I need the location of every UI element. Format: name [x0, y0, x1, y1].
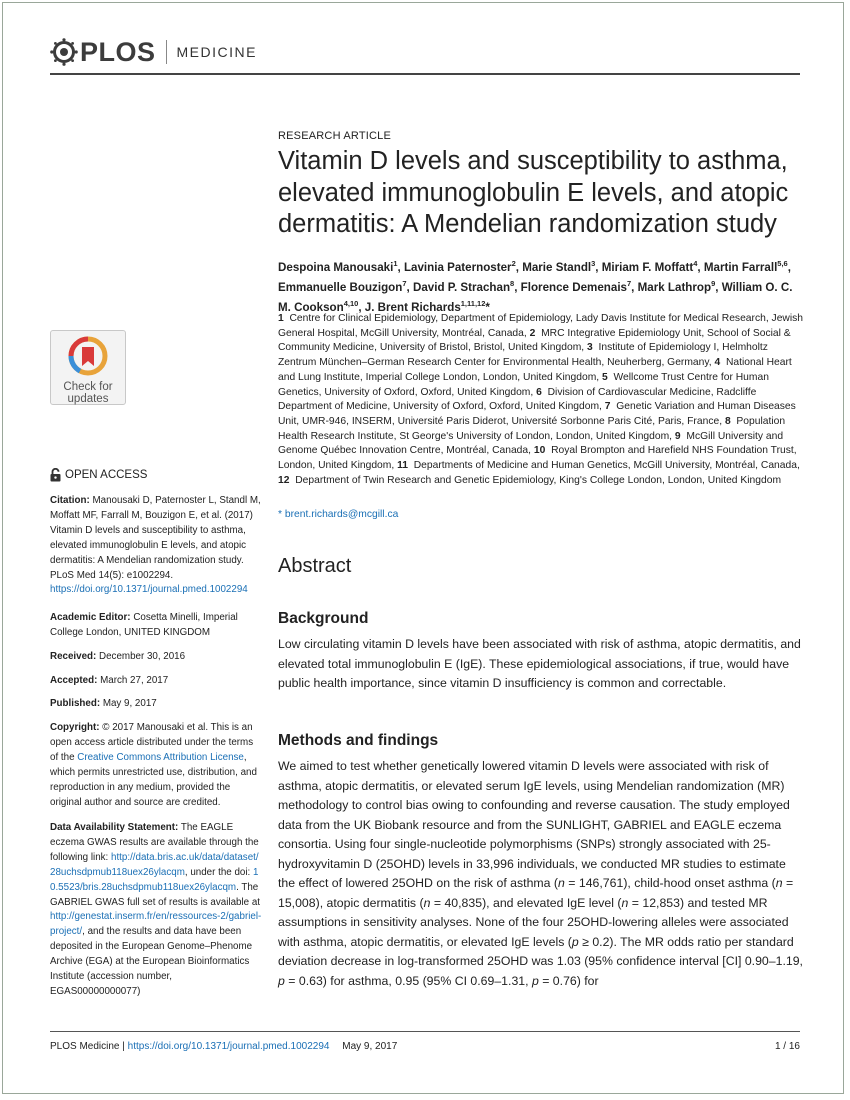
affiliation-text: Institute of Epidemiology I, Helmholtz Zentrum München–German Research Center for Environmental Health, Neuherberg, Germany,: [278, 342, 768, 369]
affiliation-number: 5: [602, 371, 608, 383]
methods-text: = 0.63) for asthma, 0.95 (95% CI 0.69–1.31,: [284, 973, 532, 988]
copyright-label: Copyright:: [50, 722, 100, 733]
citation-block: [50, 494, 262, 598]
affiliation-number: 3: [587, 342, 593, 354]
license-link[interactable]: Creative Commons Attribution License: [77, 751, 244, 763]
corresponding-email-link[interactable]: * brent.richards@mcgill.ca: [278, 509, 399, 520]
accepted-block: [50, 674, 262, 689]
editor-label: Academic Editor:: [50, 612, 131, 623]
author-name: Lavinia Paternoster: [403, 260, 512, 274]
background-heading: Background: [278, 610, 369, 627]
received-label: Received:: [50, 651, 97, 662]
author-affiliation-ref: 9: [711, 278, 716, 288]
header-rule: [50, 73, 800, 75]
author-affiliation-ref: 2: [511, 259, 516, 268]
plos-logo-icon: [50, 38, 78, 66]
affiliation-number: 1: [278, 313, 284, 324]
italic-variable: n: [558, 876, 565, 890]
data-text-3: . The GABRIEL GWAS full set of results is available at: [50, 881, 260, 908]
italic-variable: p: [531, 973, 539, 988]
citation-doi-link[interactable]: https://doi.org/10.1371/journal.pmed.1002294: [50, 584, 248, 596]
methods-text: = 15,008), atopic dermatitis (: [278, 876, 794, 910]
published-block: [50, 697, 262, 712]
affiliation-number: 10: [533, 445, 546, 457]
author-affiliation-ref: 1,11,12: [460, 298, 486, 308]
background-paragraph: Low circulating vitamin D levels have been associated with risk of asthma, atopic dermatitis, and elevated total immunoglobulin E (IgE). These epidemiological associations, if true, would have public health importance, since vitamin D insufficiency is common and correctable.: [278, 637, 801, 690]
affiliation-number: 2: [529, 327, 536, 339]
received-block: [50, 650, 262, 665]
affiliation-text: Genetic Variation and Human Diseases Unit, UMR-946, INSERM, Université Paris Diderot, Université Sorbonne Paris Cité, Paris, France,: [278, 401, 796, 427]
methods-text: We aimed to test whether genetically lowered vitamin D levels were associated with risk of asthma, atopic dermatitis, or elevated serum IgE levels, using Mendelian randomization (MR) methodology to control bias owing to confounding and reverse causation. The study employed data from the UK Biobank resource and from the SUNLIGHT, GABRIEL and EAGLE eczema consortia. Using four single-nucleotide polymorphisms (SNPs) strongly associated with 25-hydroxyvitamin D (25OHD) levels in 33,996 individuals, we conducted MR studies to estimate the effect of lowered 25OHD on the risk of asthma (: [278, 759, 790, 890]
open-lock-icon: [50, 468, 61, 482]
footer-doi-link[interactable]: https://doi.org/10.1371/journal.pmed.1002294: [127, 1041, 330, 1052]
copyright-block: [50, 721, 262, 810]
journal-name: MEDICINE: [176, 44, 257, 60]
affiliation-text: Department of Twin Research and Genetic Epidemiology, King's College London, London, United Kingdom: [295, 474, 782, 486]
affiliation-number: 7: [604, 401, 611, 413]
author-name: Florence Demenais: [520, 280, 627, 294]
footer-citation: [50, 1041, 397, 1052]
copyright-text-end: , which permits unrestricted use, distribution, and reproduction in any medium, provided the original author and source are credited.: [50, 751, 257, 808]
authors-container: Despoina Manousaki$^1$, Lavinia Paternoster$^2$, Marie Standl$^3$, Miriam F. Moffatt$^4$, Martin Farrall$^{5,6}$, Emmanuelle Bouzigon$^7$, David P. Strachan$^8$, Florence Demenais$^7$, Mark Lathrop$^9$, William O. C. M. Cookson$^{4,10}$, J. Brent Richards$^{1,11,12}$: [278, 259, 793, 314]
affiliation-text: Departments of Medicine and Human Genetics, McGill University, Montréal, Canada,: [413, 460, 800, 472]
author-affiliation-ref: 5,6: [777, 259, 788, 268]
published-label: Published:: [50, 698, 101, 709]
eagle-doi-link[interactable]: 10.5523/bris.28uchsdpmub118uex26ylacqm: [50, 866, 259, 893]
methods-text: ≥ 0.2). The MR odds ratio per standard deviation decrease in log-transformed 25OHD was 1.03 (95% confidence interval [CI] 0.90–1.19,: [278, 934, 803, 968]
author-affiliation-ref: 1: [393, 259, 398, 268]
affiliation-number: 11: [397, 460, 408, 472]
affiliation-text: Royal Brompton and Harefield NHS Foundation Trust, London, United Kingdom,: [278, 445, 797, 472]
italic-variable: n: [621, 895, 629, 910]
methods-paragraph: [278, 757, 803, 991]
author-name: Emmanuelle Bouzigon: [278, 280, 403, 294]
badge-line-1: Check for: [63, 381, 113, 393]
author-affiliation-ref: 7: [627, 278, 632, 288]
eagle-data-link[interactable]: http://data.bris.ac.uk/data/dataset/28uchsdpmub118uex26ylacqm: [50, 851, 259, 878]
author-affiliation-ref: 8: [510, 278, 515, 288]
logo-divider: [166, 40, 167, 64]
affiliation-number: 6: [536, 386, 542, 398]
methods-text: = 0.76) for: [538, 973, 599, 988]
accepted-label: Accepted:: [50, 675, 98, 686]
data-availability-block: [50, 821, 262, 1000]
methods-text: = 146,761), child-hood onset asthma (: [564, 876, 776, 890]
crossmark-icon: [68, 336, 108, 376]
author-list: [278, 256, 803, 316]
methods-text: = 12,853) and tested MR assumptions in sensitivity analyses. None of the four 25OHD-lowering alleles were associated with asthma, atopic dermatitis, or elevated IgE levels (: [278, 895, 789, 949]
open-access-label: OPEN ACCESS: [65, 469, 148, 481]
author-name: Mark Lathrop: [637, 280, 712, 294]
badge-line-2: updates: [67, 393, 109, 405]
affiliation-text: McGill University and Genome Québec Innovation Centre, Montréal, Canada,: [278, 430, 784, 457]
data-availability-label: Data Availability Statement:: [50, 822, 179, 833]
author-name: Despoina Manousaki: [278, 260, 394, 274]
article-title: Vitamin D levels and susceptibility to asthma, elevated immunoglobulin E levels, and atopic dermatitis: A Mendelian randomization study: [278, 147, 789, 238]
citation-label: Citation:: [50, 495, 90, 506]
data-text-1: The EAGLE eczema GWAS results are available through the following link:: [50, 822, 259, 863]
open-access: [50, 468, 147, 482]
author-name: J. Brent Richards: [364, 300, 461, 314]
plos-logo[interactable]: [50, 37, 257, 67]
italic-variable: n: [775, 876, 783, 890]
check-for-updates-badge[interactable]: [50, 330, 126, 405]
italic-variable: p: [278, 973, 285, 988]
author-affiliation-ref: 4: [693, 259, 698, 268]
affiliation-number: 4: [714, 357, 721, 369]
editor-text: Cosetta Minelli, Imperial College London, UNITED KINGDOM: [50, 612, 238, 638]
footer-rule: [50, 1031, 800, 1032]
affiliation-text: MRC Integrative Epidemiology Unit, School of Social & Community Medicine, University of Bristol, Bristol, United Kingdom,: [278, 327, 791, 354]
author-name: David P. Strachan: [412, 280, 511, 294]
author-name: Marie Standl: [522, 260, 592, 274]
affiliation-number: 12: [278, 474, 290, 486]
footer-journal: PLOS Medicine |: [50, 1041, 128, 1052]
footer-date: May 9, 2017: [342, 1041, 398, 1052]
affiliation-text: Division of Cardiovascular Medicine, Radcliffe Department of Medicine, University of Oxford, Oxford, United Kingdom,: [278, 386, 757, 413]
affiliation-text: Centre for Clinical Epidemiology, Department of Epidemiology, Lady Davis Institute for Medical Research, Jewish General Hospital, McGill University, Montréal, Canada,: [278, 313, 804, 339]
accepted-date: March 27, 2017: [100, 675, 169, 686]
page-number: 1 / 16: [774, 1041, 800, 1052]
affiliation-number: 8: [724, 415, 731, 427]
data-text-2: , under the doi:: [184, 866, 251, 878]
methods-text: = 40,835), and elevated IgE level (: [430, 895, 622, 910]
affiliation-number: 9: [674, 430, 681, 442]
citation-text: Manousaki D, Paternoster L, Standl M, Moffatt MF, Farrall M, Bouzigon E, et al. (2017) Vitamin D levels and susceptibility to asthma, elevated immunoglobulin E levels, and atopic dermatitis: A Mendelian randomization study. PLoS Med 14(5): e1002294.: [50, 495, 261, 581]
data-text-4: , and the results and data have been deposited in the European Genome–Phenome Archive (EGA) at the European Bioinformatics Institute (accession number, EGAS00000000077): [50, 926, 253, 997]
affiliations: [278, 312, 803, 488]
author-affiliation-ref: 7: [402, 278, 407, 288]
article-type: RESEARCH ARTICLE: [278, 130, 392, 142]
received-date: December 30, 2016: [99, 651, 186, 662]
affiliation-text: National Heart and Lung Institute, Imperial College London, London, United Kingdom,: [278, 357, 792, 383]
italic-variable: p: [571, 934, 579, 949]
published-date: May 9, 2017: [102, 698, 157, 709]
affiliation-text: Population Health Research Institute, St George's University of London, London, United Kingdom,: [278, 415, 786, 442]
author-name: Martin Farrall: [703, 260, 778, 274]
author-affiliation-ref: 3: [591, 259, 596, 268]
author-affiliation-ref: 4,10: [343, 298, 359, 308]
affiliation-text: Wellcome Trust Centre for Human Genetics, University of Oxford, Oxford, United Kingdom,: [278, 371, 769, 398]
gabriel-data-link[interactable]: http://genestat.inserm.fr/en/ressources-2/gabriel-project/: [50, 911, 262, 938]
copyright-text: © 2017 Manousaki et al. This is an open access article distributed under the terms of the: [50, 722, 254, 763]
academic-editor-block: [50, 611, 262, 641]
italic-variable: n: [423, 895, 431, 910]
methods-heading: Methods and findings: [278, 732, 439, 749]
brand-name: PLOS: [80, 37, 156, 67]
author-name: William O. C. M. Cookson: [278, 280, 793, 314]
corresponding-mark: *: [485, 300, 490, 314]
abstract-heading: Abstract: [278, 555, 352, 577]
author-name: Miriam F. Moffatt: [601, 260, 694, 274]
